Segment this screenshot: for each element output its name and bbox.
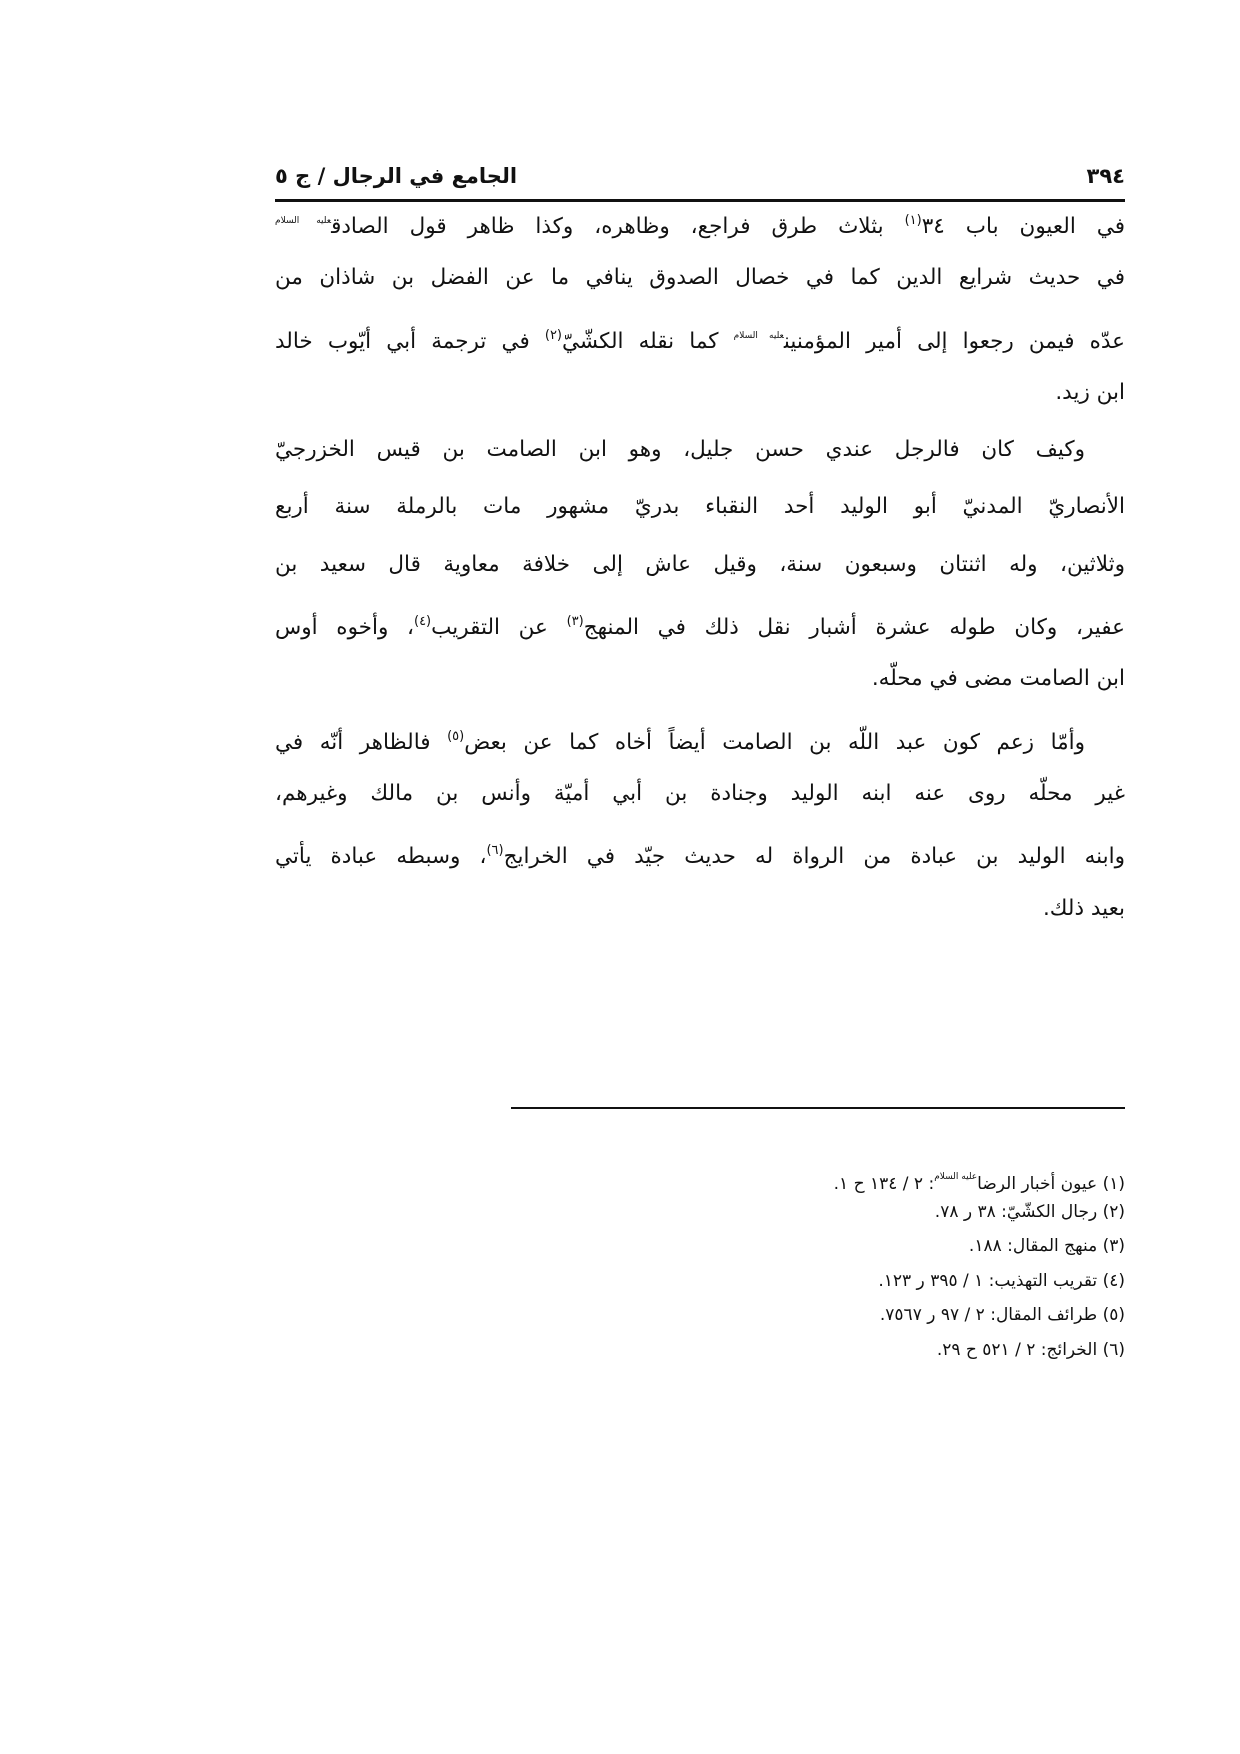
honorific-glyph: عليه السلام: [733, 330, 784, 341]
footnote-marker: (٦): [486, 843, 504, 859]
body-line: [275, 192, 1125, 249]
text-segment: وأمّا زعم كون عبد اللّه بن الصامت أيضاً أخاه كما عن بعض: [464, 729, 1085, 755]
footnote-item: [275, 1195, 1125, 1230]
running-title: الجامع في الرجال / ج ٥: [275, 164, 518, 188]
footnotes: [275, 1160, 1125, 1367]
text-segment: عن التقريب: [431, 615, 567, 641]
body-line: [275, 364, 1125, 421]
text-segment: (٦) الخرائج: ٢ / ٥٢١ ح ٢٩.: [936, 1339, 1125, 1360]
text-segment: في العيون باب ٣٤: [921, 214, 1125, 239]
text-segment: كما نقله الكشّيّ: [562, 328, 734, 354]
text-segment: (٢) رجال الكشّيّ: ٣٨ ر ٧٨.: [934, 1201, 1125, 1222]
footnote-marker: (٤): [413, 614, 432, 630]
footnote-separator: [511, 1107, 1125, 1109]
body-line: [275, 421, 1125, 478]
text-segment: (٤) تقريب التهذيب: ١ / ٣٩٥ ر ١٢٣.: [878, 1270, 1125, 1291]
text-segment: ابن زيد.: [1055, 379, 1125, 405]
text-segment: ، وأخوه أوس: [275, 615, 414, 641]
body-text: [275, 192, 1125, 937]
text-segment: عدّه فيمن رجعوا إلى أمير المؤمنين: [783, 328, 1126, 354]
page-header: [275, 158, 1125, 194]
footnote-marker: (٢): [544, 327, 562, 343]
text-segment: ، وسبطه عبادة يأتي: [275, 844, 487, 870]
text-segment: بثلاث طرق فراجع، وظاهره، وكذا ظاهر قول الصادق: [331, 214, 905, 239]
text-segment: (٣) منهج المقال: ١٨٨.: [968, 1236, 1125, 1256]
body-line: [275, 765, 1125, 822]
text-segment: (٥) طرائف المقال: ٢ / ٩٧ ر ٧٥٦٧.: [879, 1305, 1125, 1325]
footnote-item: [275, 1298, 1125, 1333]
text-segment: : ٢ / ١٣٤ ح ١.: [833, 1174, 935, 1194]
text-segment: بعيد ذلك.: [1042, 895, 1125, 921]
body-line: [275, 478, 1125, 535]
footnote-item: [275, 1333, 1125, 1368]
text-segment: عفير، وكان طوله عشرة أشبار نقل ذلك في المنهج: [583, 615, 1125, 641]
text-segment: فالظاهر أنّه في: [275, 729, 448, 755]
body-line: [275, 249, 1125, 306]
text-segment: وابنه الوليد بن عبادة من الرواة له حديث جيّد في الخرايج: [503, 844, 1125, 870]
body-line: [275, 593, 1125, 650]
body-line: [275, 307, 1125, 364]
body-line: [275, 880, 1125, 937]
text-segment: ابن الصامت مضى في محلّه.: [871, 666, 1125, 692]
footnote-marker: (٣): [566, 614, 584, 630]
body-line: [275, 708, 1125, 765]
honorific-glyph: عليه السلام: [275, 216, 332, 226]
body-line: [275, 650, 1125, 707]
page-number: ٣٩٤: [1086, 164, 1125, 188]
footnote-item: [275, 1264, 1125, 1299]
footnote-marker: (١): [904, 213, 922, 228]
footnote-marker: (٥): [447, 728, 465, 744]
text-segment: الأنصاريّ المدنيّ أبو الوليد أحد النقباء بدريّ مشهور مات بالرملة سنة أربع: [275, 494, 1125, 520]
honorific-glyph: عليه السلام: [934, 1172, 978, 1182]
text-segment: غير محلّه روى عنه ابنه الوليد وجنادة بن أبي أميّة وأنس بن مالك وغيرهم،: [275, 780, 1125, 806]
body-line: [275, 536, 1125, 593]
text-segment: في حديث شرايع الدين كما في خصال الصدوق ينافي ما عن الفضل بن شاذان من: [275, 265, 1125, 291]
text-segment: في ترجمة أبي أيّوب خالد: [275, 328, 545, 354]
text-segment: وثلاثين، وله اثنتان وسبعون سنة، وقيل عاش إلى خلافة معاوية قال سعيد بن: [275, 551, 1125, 577]
footnote-item: [275, 1229, 1125, 1264]
text-segment: (١) عيون أخبار الرضا: [977, 1174, 1125, 1194]
body-line: [275, 822, 1125, 879]
text-segment: وكيف كان فالرجل عندي حسن جليل، وهو ابن الصامت بن قيس الخزرجيّ: [275, 437, 1085, 463]
footnote-item: [275, 1160, 1125, 1195]
